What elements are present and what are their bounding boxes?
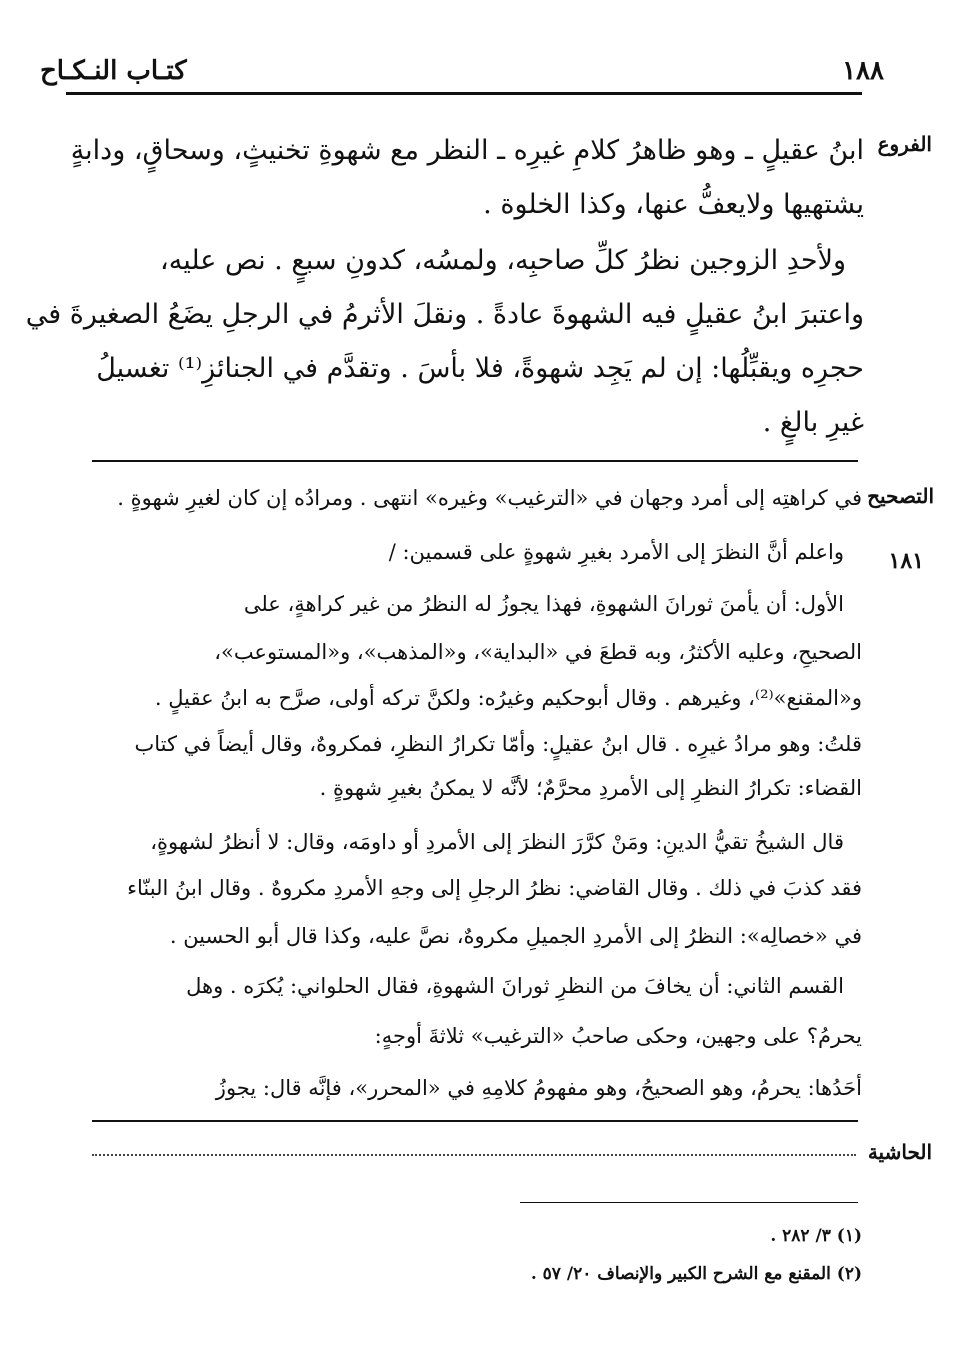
margin-folio-number: ١٨١: [888, 548, 924, 574]
tashih-line: في «خصالِه»: النظرُ إلى الأمردِ الجميلِ مكروهٌ، نصَّ عليه، وكذا قال أبو الحسين .: [169, 924, 862, 948]
tashih-line: واعلم أنَّ النظرَ إلى الأمرد بغيرِ شهوةٍ على قسمين: /: [388, 540, 844, 564]
tashih-line: القسم الثاني: أن يخافَ من النظرِ ثورانَ الشهوةِ، فقال الحلواني: يُكرَه . وهل: [186, 974, 844, 998]
footnote: (١) ٣/ ٢٨٢ .: [770, 1226, 862, 1246]
tashih-line: القضاء: تكرارُ النظرِ إلى الأمردِ محرَّمٌ؛ لأنَّه لا يمكنُ بغيرِ شهوةٍ .: [319, 776, 862, 800]
tashih-line: قال الشيخُ تقيُّ الدينِ: ومَنْ كرَّرَ النظرَ إلى الأمردِ أو داومَه، وقال: لا أنظرُ لشهوةٍ،: [150, 830, 844, 854]
section-divider: [92, 460, 858, 462]
hashiya-dotted-line: [92, 1154, 856, 1156]
tashih-line: في كراهتِه إلى أمرد وجهان في «الترغيب» وغيره» انتهى . ومرادُه إن كان لغيرِ شهوةٍ .: [117, 486, 862, 510]
tashih-line: يحرمُ؟ على وجهين، وحكى صاحبُ «الترغيب» ثلاثةَ أوجهٍ:: [374, 1024, 862, 1048]
footnote-rule: [520, 1202, 858, 1203]
furu-line: حجرِه ويقبِّلُها: إن لم يَجِد شهوةً، فلا بأسَ . وتقدَّم في الجنائزِ⁽¹⁾ تغسيلُ: [96, 353, 864, 384]
section-divider: [92, 1120, 858, 1122]
hashiya-label: الحاشية: [867, 1140, 932, 1164]
header-rule: [66, 92, 862, 95]
furu-line: ولأحدِ الزوجين نظرُ كلِّ صاحبِه، ولمسُه، كدونِ سبعٍ . نص عليه،: [160, 245, 846, 276]
furu-line: غيرِ بالغٍ .: [762, 407, 864, 438]
running-head-title: كتـاب النـكـاح: [40, 56, 187, 86]
furu-line: ابنُ عقيلٍ ـ وهو ظاهرُ كلامِ غيرِه ـ النظر مع شهوةِ تخنيثٍ، وسحاقٍ، ودابةٍ: [70, 135, 864, 166]
footnote: (٢) المقنع مع الشرح الكبير والإنصاف ٢٠/ ٥٧ .: [530, 1264, 862, 1284]
furu-label: الفروع: [877, 132, 932, 156]
tashih-line: الأول: أن يأمنَ ثورانَ الشهوةِ، فهذا يجوزُ له النظرُ من غير كراهةٍ، على: [243, 592, 844, 616]
tashih-line: قلتُ: وهو مرادُ غيرِه . قال ابنُ عقيلٍ: وأمّا تكرارُ النظرِ، فمكروهٌ، وقال أيضاً في كتاب: [134, 732, 862, 756]
tashih-line: الصحيحِ، وعليه الأكثرُ، وبه قطعَ في «البداية»، و«المذهب»، و«المستوعب»،: [214, 640, 862, 664]
tashih-line: و«المقنع»⁽²⁾، وغيرهم . وقال أبوحكيم وغيرُه: ولكنَّ تركه أولى، صرَّح به ابنُ عقيلٍ .: [154, 686, 862, 710]
tashih-label: التصحيح: [867, 484, 934, 508]
page-number: ١٨٨: [842, 56, 884, 86]
furu-line: واعتبرَ ابنُ عقيلٍ فيه الشهوةَ عادةً . ونقلَ الأثرمُ في الرجلِ يضَعُ الصغيرةَ في: [25, 299, 864, 330]
tashih-line: أحَدُها: يحرمُ، وهو الصحيحُ، وهو مفهومُ كلامِهِ في «المحرر»، فإنَّه قال: يجوزُ: [215, 1076, 862, 1100]
furu-line: يشتهيها ولايعفُّ عنها، وكذا الخلوة .: [483, 189, 864, 220]
tashih-line: فقد كذبَ في ذلك . وقال القاضي: نظرُ الرجلِ إلى وجهِ الأمردِ مكروهٌ . وقال ابنُ البنّاء: [127, 876, 862, 900]
